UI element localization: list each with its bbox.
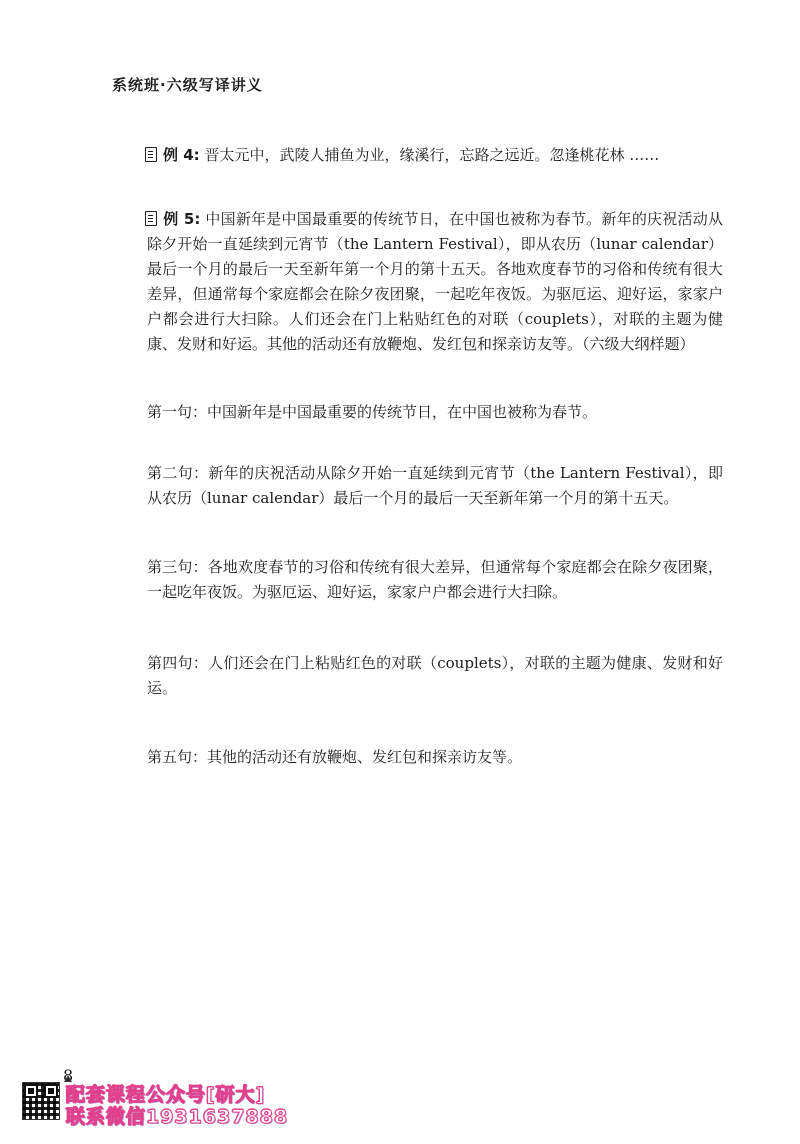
sentence-3-text: 第三句：各地欢度春节的习俗和传统有很大差异，但通常每个家庭都会在除夕夜团聚，一起吃年夜饭。为驱厄运、迎好运，家家户户都会进行大扫除。 — [147, 558, 723, 601]
triangle-marker-icon — [64, 1075, 72, 1082]
document-icon — [145, 147, 157, 162]
sentence-4-text: 第四句：人们还会在门上粘贴红色的对联（couplets），对联的主题为健康、发财和好运。 — [147, 654, 723, 697]
sentence-4 — [147, 651, 723, 701]
example-5 — [147, 207, 723, 357]
watermark-line-2: 联系微信1931637888 — [66, 1106, 289, 1128]
qr-code-icon — [22, 1082, 60, 1120]
example-4-paragraph — [147, 143, 723, 168]
example-5-text: 中国新年是中国最重要的传统节日，在中国也被称为春节。新年的庆祝活动从除夕开始一直延续到元宵节（the Lantern Festival），即从农历（lunar calendar）最后一个月的最后一天至新年第一个月的第十五天。各地欢度春节的习俗和传统有很大差异，但通常每个家庭都会在除夕夜团聚，一起吃年夜饭。为驱厄运、迎好运，家家户户都会进行大扫除。人们还会在门上粘贴红色的对联（couplets），对联的主题为健康、发财和好运。其他的活动还有放鞭炮、发红包和探亲访友等。（六级大纲样题） — [147, 210, 723, 353]
example-5-paragraph — [147, 207, 723, 357]
example-4-label: 例 4: — [163, 146, 200, 164]
sentence-3 — [147, 555, 723, 605]
example-4-text: 晋太元中，武陵人捕鱼为业，缘溪行，忘路之远近。忽逢桃花林 …… — [204, 146, 660, 164]
sentence-2-text: 第二句：新年的庆祝活动从除夕开始一直延续到元宵节（the Lantern Festival），即从农历（lunar calendar）最后一个月的最后一天至新年第一个月的第十五天。 — [147, 464, 723, 507]
watermark — [66, 1084, 288, 1128]
sentence-2 — [147, 461, 723, 511]
sentence-5 — [147, 745, 723, 770]
example-5-label: 例 5: — [163, 210, 201, 228]
page-number: 8 — [63, 1066, 74, 1085]
sentence-1-text: 第一句：中国新年是中国最重要的传统节日，在中国也被称为春节。 — [147, 403, 598, 421]
document-icon — [145, 211, 157, 226]
sentence-5-text: 第五句：其他的活动还有放鞭炮、发红包和探亲访友等。 — [147, 748, 523, 766]
page-header-title: 系统班·六级写译讲义 — [112, 76, 263, 94]
watermark-line-1: 配套课程公众号[研大] — [66, 1084, 266, 1106]
sentence-1 — [147, 400, 723, 425]
example-4 — [147, 143, 723, 168]
